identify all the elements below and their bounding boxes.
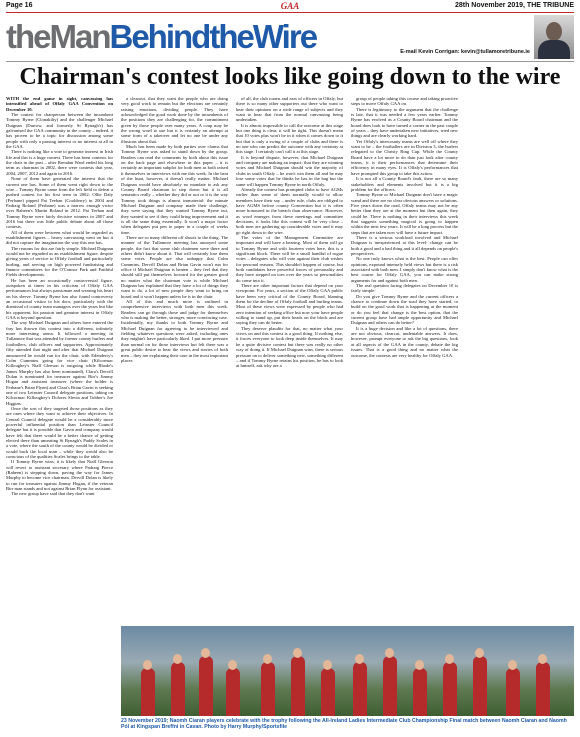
article-paragraph: They deserve plaudits for that, no matter what your views on and this contest is a good thing. If nothing else, it forces everyone to look deep inside themselves. It may be a quite divisive contest but there was really no other way of doing it. If Michael Duignan wins, there is serious pressure on to deliver something new, something different – and if Tommy Byrne retains his position, he has to look at himself, ask why are a xyxy=(236,325,343,369)
column-title-part-1: theMan xyxy=(6,18,110,55)
author-body xyxy=(538,40,570,59)
article-paragraph: The real question facing delegates on December 10 is fairly simple: xyxy=(351,283,458,294)
article-paragraph: of all, the club rooms and ears of officers in Offaly, but there is so many other supporters out there who want to hear their opinions on a wide range of subjects and they want to hear that from the normal canvassing being undertaken. xyxy=(236,96,343,123)
column-banner xyxy=(6,15,574,60)
player-figure xyxy=(353,662,367,716)
player-head xyxy=(228,660,237,670)
player-head xyxy=(323,660,332,670)
article-paragraph: group of people taking this course and taking proactive steps to move Offaly GAA on. xyxy=(351,96,458,107)
article-paragraph: All of them were between what would be regarded as establishment figures – heavy canvassing went on but it did not capture the imagination the way this one has. xyxy=(6,229,113,246)
player-figure xyxy=(171,662,185,716)
player-head xyxy=(538,654,547,664)
player-figure xyxy=(291,656,305,716)
player-figure xyxy=(536,662,550,716)
article-paragraph: There is a serious workload involved and Michael Duignan is inexperienced at this level: change can be both a good and a bad thing and it all depends on people's perspectives. xyxy=(351,234,458,256)
player-figure xyxy=(226,668,240,716)
article-paragraph: He has been an occasionally controversial figure, outspoken at times in his criticism of Offaly GAA performances but always passionate and wearing his heart on his sleeve. Tommy Byrne has also found controversy an occasional visitor to his door, particularly with the dismissal of county team managers over the years but like his opponent, his passion and genuine interest in Offaly GAA is beyond question. xyxy=(6,277,113,321)
article-paragraph: It is not all a County Board's fault, there are so many stakeholders and elements involved but it is a big problem for the officers. xyxy=(351,176,458,192)
player-head xyxy=(415,660,424,670)
article-column-3 xyxy=(236,96,343,624)
player-head xyxy=(508,660,517,670)
author-photo xyxy=(534,15,574,59)
article-paragraph: All of this and much more is outlined in comprehensive interviews with both men this week. Readers can go through those and judge for themselves who is making the better, stronger, more convincing case. Incidentally, my thanks to both Tommy Byrne and Michael Duignan for agreeing to be interviewed and fielding whatever questions were asked, including ones they mightn't have particularly liked. I put more pressure than normal on for those interviews but felt there was a great public desire to hear the views and stories of both men – they are explaining their case in the most important places xyxy=(121,299,228,363)
player-figure xyxy=(506,668,520,716)
player-figure xyxy=(321,668,335,716)
author-email: E-mail Kevin Corrigan: kevin@tullamoretribune.ie xyxy=(400,49,530,55)
article-paragraph: The votes of the Management Committee are important and will have a bearing. Most of them will go to Tommy Byrne and with fourteen votes here, this is a significant block. There will be a small handful of rogue votes – delegates who will vote against their club wishes for personal reasons. This shouldn't happen of course, but both candidates have powerful forces of personality and they have stepped on toes over the years so personalities do come into it. xyxy=(236,234,343,283)
player-figure xyxy=(383,656,397,716)
article-paragraph: Much has been made by both parties over claims that Tommy Byrne was asked to stand down by the group. Readers can read the comments by both about this issue on the back page and elsewhere in this paper – it is certainly an important subplot for both men as both raised it themselves in interviews with me this week. In the heat of the hunt, however, it doesn't really matter. Michael Duignan would have absolutely no mandate to ask any County Board chairman to step down but it is all semantics really – whether they did or not or it is the way Tommy took things is almost immaterial: the minute Michael Duignan and company made their challenge, they were saying that they wanted Tommy Byrne out, they wanted to see if they could bring improvement and it is all the same thing essentially. It won't a major factor when delegates put pen to paper in a couple of weeks time. xyxy=(121,144,228,235)
article-paragraph: Once the sort of they targeted those positions as they are ones where they want to achieve their objectives. In Central Council delegate would be a considerably more powerful influential position than Leinster Council delegate but it is possible that Gavin and company would have felt that there would be a better chance of getting elected there than unseating St Rynagh's Paddy Scales in a vote, where the south of the county would be divided or would back the local man – while they would also be conscious of the qualities Scales brings to the table. xyxy=(6,405,113,460)
article-paragraph: a clearout, that they want the people who are doing very good work to remain but the elections are certainly raising emotions, dividing people. They have acknowledged the good work done by the incumbents of the positions they are challenging for, the commitment given by those people over many years. A coup may be the wrong word to use but it is certainly an attempt at some form of a takeover and let no one be under any illusions about that. xyxy=(121,96,228,144)
article-column-4 xyxy=(351,96,458,624)
article-paragraph: It is beyond dispute, however, that Michael Duignan and company are making an impact: that they are winning votes and Michael Duignan should win the majority of clubs in south Offaly – he won't win them all and he may lose some votes that he thinks he has in the bag but the same will happen Tommy Byrne in north Offaly. xyxy=(236,154,343,187)
author-head xyxy=(546,22,562,41)
photo-caption: 23 November 2019; Naomh Ciaran players celebrate with the trophy following the All-Ireland Ladies Intermediate Club Championship Final match between Naomh Ciaran and Naomh Pól at Kingspan Breffni in Cavan. Photo by Harry Murphy/Sportsfile xyxy=(121,718,567,731)
player-figure xyxy=(261,662,275,716)
player-head xyxy=(173,654,182,664)
issue-date: 28th November 2019, THE TRIBUNE xyxy=(454,2,574,9)
page-number: Page 16 xyxy=(6,2,33,9)
player-head xyxy=(143,660,152,670)
player-figure xyxy=(443,662,457,716)
column-title xyxy=(6,19,316,55)
article-paragraph: The contest for chairperson between the incumbent Tommy Byrne (Clonakilty) and the challenger Michael Duignan (Durrow, and formerly St Rynagh's) has galvanised the GAA community in the county – indeed, it has proven to be a topic for discussion among some people with only a passing interest or no interest at all in the GAA. xyxy=(6,112,113,150)
article-paragraph: There is nothing like a vote to generate interest in Irish life and this is a huge contest. There has been contests for the chair in the past – after Brendan Ward ended his long term as chairman in 2002, there were contests that year, 2004, 2007, 2012 and again in 2016. xyxy=(6,149,113,176)
article-column-2 xyxy=(121,96,228,624)
article-paragraph: The new group have said that they don't want xyxy=(11,491,95,497)
article-paragraph: The reasons for this are fairly simple. Michael Duignan would not be regarded as an establishment figure, despite giving years of service to Offaly football and particularly hurling, and serving on high powered fundraising and finance committees for the O'Connor Park and Faithful Fields developments. xyxy=(6,245,113,278)
article-paragraph: WITH the end game in sight, canvassing has intensified ahead of Offaly GAA Convention on December 10. xyxy=(6,96,113,112)
column-title-part-2: BehindtheWire xyxy=(109,18,317,55)
player-head xyxy=(355,654,364,664)
player-head xyxy=(475,648,484,658)
article-paragraph: It is a huge decision and like a lot of questions, there are not obvious, clearcut, undeniable answers. It does, however, prompt everyone to ask the big questions, look at all aspects of the GAA in the county, debate the big issues. That is a good thing and no matter what the outcome, the contests are very healthy for Offaly GAA. xyxy=(351,325,458,358)
article-paragraph: Tommy Byrne or Michael Duignan don't have a magic wand and there are no clear obvious answers or solutions. Five years down the road, Offaly teams may not be any better than they are at the moment but then again, they could be. There is nothing in their interviews this week that suggests something magical is going to happen within the next few years. It will be a long process but the steps that are taken now will have a future impact. xyxy=(351,192,458,235)
article-paragraph: It is almost impossible to call the outcome at this stage but one thing is clear, it will be tight. This doesn't mean that 10 votes plus won't be in it when it comes down to it but that is only a swing of a couple of clubs and there is no one who can predict the outcome with any certainty at this stage. I certainly can't call it at this stage. xyxy=(236,122,343,155)
player-figure xyxy=(141,668,155,716)
article-paragraph: Already the contest has prompted clubs to have AGMs earlier than some of them normally would to allow members have their say – under rule, clubs are obliged to have AGMS before county Convention but it is often more honoured in the breach than observance. However, as word emerges from these meetings and committee decisions, it looks like this contest will be very close – both men are gathering up considerable votes and it may go right down to the wire. xyxy=(236,186,343,235)
player-figure xyxy=(413,668,427,716)
article-column-1 xyxy=(6,96,113,722)
page-header xyxy=(0,0,580,14)
player-head xyxy=(385,648,394,658)
player-figure xyxy=(199,656,213,716)
team-celebration-photo xyxy=(121,626,574,716)
banner-rule xyxy=(6,61,574,62)
section-label: GAA xyxy=(280,1,300,11)
article-paragraph: There is legitimacy to the argument that the challenge is late, that it was needed a few years earlier. Tommy Byrne has evolved as a County Board chairman and the board does look to have turned a corner in the past couple of years – they have undertaken new initiatives, tried new things and are clearly working hard. xyxy=(351,106,458,139)
article-paragraph: No one truly knows what is the best. People can offer opinions, expound intensely held views but there is a risk associated with both men. I simply don't know what is the best course for Offaly GAA, you can make strong arguments for and against both men. xyxy=(351,256,458,283)
player-figure xyxy=(473,656,487,716)
article-paragraph: Do you give Tommy Byrne and the current officers a chance to continue down the road they have started, to build on the good work that is happening at the moment or do you feel that change is the best option, that the current group have had ample opportunity and Michael Duignan and others can do better? xyxy=(351,293,458,326)
header-rule xyxy=(6,12,574,13)
article-paragraph: The way Michael Duignan and others have entered the fray has thrown this contest into a different, infinitely more interesting arena. It followed a meeting in Tullamore that was attended by former county hurlers and footballers, club officers and supporters. Approximately fifty attended that night and after that Michael Duignan announced he would run for the chair, with Edenderry's Colm Cummins going for vice chair (Kilcormac Killoughey's Niall Gleeson is outgoing while Rhode's James Murphy has also been nominated), Clara's Dervill Dolan is nominated for treasurer against Birr's Jimmy Hogan and assistant treasurer (where the holder is Ferbane's Brian Flynn) and Clara's Brian Gavin is seeking one of two Leinster Council delegate positions, taking on Kilcormac Killoughey's Dolores Slevin and Tubber's Joe Higgins. xyxy=(6,320,113,406)
article-headline: Chairman's contest looks like going down to the wire xyxy=(19,64,561,90)
player-head xyxy=(201,648,210,658)
article-paragraph: None of them have generated the interest that the current one has. Some of them went right down to the wire – Tommy Byrne came from the left field to defeat a pushed contest for his first term in 2002: Ollie Daly (Ferbane) pipped Pat Teehan (Coolderry) in 2004 and Padraig Boland (Ferbane) was a narrow enough victor over Raheen's Martin Boland in 2012. Pat Teehan and Tommy Byrne were fairly decisive winners in 2007 and 2016 but there was little public debate about all those contests. xyxy=(6,176,113,230)
article-paragraph: There are other important factors that depend on your viewpoint. For years, a section of the Offaly GAA public have been very critical of the County Board, blaming them for the decline of Offaly football and hurling teams. Most of these views were expressed by people who had zero intention of seeking office but now your have people willing to stand up, put their heads on the block and are saying they can do better. xyxy=(236,283,343,326)
article-paragraph: Yet Offaly's intercounty teams are well off where they want to be – the footballers are in Division 3, the hurlers relegated to the Christy Ring Cup. While the County Board have a lot more to do than just look after county teams, it is their performances that determine their efficiency in many eyes. It is Offaly's performances that have prompted this group to take this action. xyxy=(351,138,458,176)
player-head xyxy=(293,648,302,658)
player-head xyxy=(445,654,454,664)
article-paragraph: There are so many different off shoots to the thing. The manner of the Tullamore meeting has annoyed some people, the fact that some club chairmen were there and others didn't know about it. That will certainly lose them some votes. People are also unhappy that Colm Cummins, Dervill Dolan and Brian Gavin won't run for office if Michael Duignan is beaten – they feel that they should still put themselves forward for the greater good no matter what the chairman vote is while Michael Duignan has explained that they have a lot of things they want to do, a lot of new people they want to bring on board and it won't happen unless he is in the chair. xyxy=(121,234,228,299)
article-paragraph: If Tommy Byrne wins, it is likely that Niall Gleeson will revert to assistant secretary where Padraig Pierce (Raheen) is stepping down, paving the way for James Murphy to become vice chairman. Dervill Dolan is likely to run for treasurer against Jimmy Hogan, if the veteran Birr man stands and not against Brian Flynn for assistant. xyxy=(6,459,113,492)
player-head xyxy=(263,654,272,664)
